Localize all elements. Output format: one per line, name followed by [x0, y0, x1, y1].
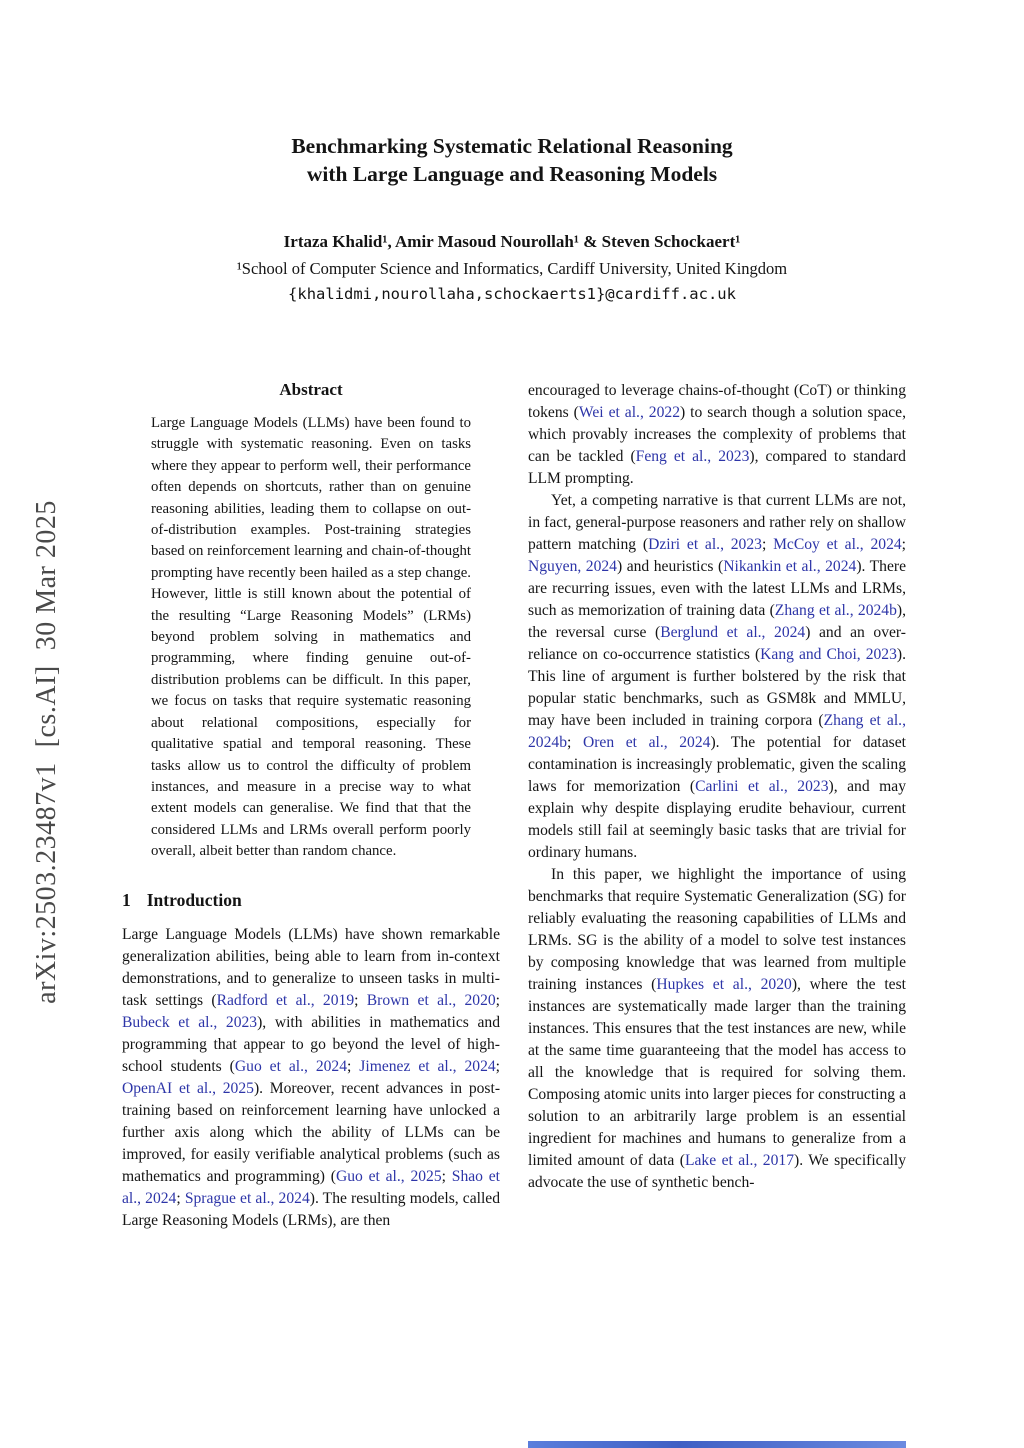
citation-link[interactable]: Guo et al., 2025 — [335, 1167, 442, 1185]
paper-title — [0, 132, 1024, 188]
text-run: ). There are recurring issues, even with the latest LLMs and LRMs, such as memorization of training data ( — [528, 558, 906, 619]
text-run: ). The resulting models, called Large Reasoning Models (LRMs), are then — [122, 1189, 500, 1229]
text-run: ; — [176, 1189, 185, 1207]
text-run: ), and may explain why despite displaying erudite behaviour, current models still fail at seemingly basic tasks that are trivial for ordinary humans. — [528, 778, 906, 861]
citation-link[interactable]: Dziri et al., 2023 — [648, 536, 762, 553]
contact-email: {khalidmi,nourollaha,schockaerts1}@cardiff.ac.uk — [288, 285, 736, 303]
intro-paragraph-2 — [528, 490, 906, 864]
paper-header — [0, 132, 1024, 303]
text-run: ). Moreover, recent advances in post-training based on reinforcement learning have unlocked a further axis along which the ability of LLMs can be improved, for easily verifiable analytical problems (such as mathematics and programming) ( — [122, 1079, 501, 1185]
authors-line: Irtaza Khalid¹, Amir Masoud Nourollah¹ & Steven Schockaert¹ — [283, 232, 741, 251]
arxiv-watermark: arXiv:2503.23487v1 [cs.AI] 30 Mar 2025 — [31, 500, 62, 1004]
citation-link[interactable]: Zhang et al., 2024b — [528, 712, 906, 751]
text-run: ), with abilities in mathematics and programming that appear to go beyond the level of high-school students ( — [122, 1013, 500, 1075]
next-page-figure-edge — [528, 1441, 906, 1448]
citation-link[interactable]: Lake et al., 2017 — [684, 1152, 794, 1169]
citation-link[interactable]: Radford et al., 2019 — [216, 991, 355, 1009]
text-run: ; — [495, 1057, 501, 1075]
paper-title-line-1: Benchmarking Systematic Relational Reasoning — [291, 134, 733, 158]
citation-link[interactable]: Kang and Choi, 2023 — [760, 646, 897, 663]
text-run: ). The potential for dataset contamination is increasingly problematic, given the scaling laws for memorization ( — [528, 734, 907, 795]
citation-link[interactable]: McCoy et al., 2024 — [773, 536, 902, 553]
citation-link[interactable]: Feng et al., 2023 — [635, 448, 750, 465]
citation-link[interactable]: Zhang et al., 2024b — [774, 602, 897, 619]
citation-link[interactable]: Brown et al., 2020 — [366, 991, 496, 1009]
abstract-section — [122, 380, 500, 863]
text-run: ), the reversal curse ( — [528, 602, 906, 641]
intro-paragraph-3 — [528, 864, 906, 1194]
text-run: ; — [566, 734, 583, 751]
text-run: ). We specifically advocate the use of synthetic bench- — [528, 1152, 906, 1191]
text-run: ) to search though a solution space, which provably increases the complexity of problems that can be tackled ( — [528, 404, 906, 465]
text-run: ; — [761, 536, 774, 553]
text-run: ; — [495, 991, 501, 1009]
citation-link[interactable]: Nikankin et al., 2024 — [723, 558, 857, 575]
paper-title-line-2: with Large Language and Reasoning Models — [306, 162, 718, 186]
text-run: ). This line of argument is further bolstered by the risk that popular static benchmarks, such as GSM8k and MMLU, may have been included in training corpora ( — [528, 646, 906, 729]
affiliation-line: ¹School of Computer Science and Informatics, Cardiff University, United Kingdom — [236, 259, 788, 278]
section-heading-introduction — [122, 890, 500, 911]
text-run: ) and heuristics ( — [616, 558, 724, 575]
citation-link[interactable]: Sprague et al., 2024 — [184, 1189, 310, 1207]
text-run: ), where the test instances are systematically made larger than the training instances. This ensures that the test instances are new, while at the same time guaranteeing that the model has access to all the knowledge that is required for solving them. Composing atomic units into larger pieces for constructing a solution to an arbitrarily large problem is an essential ingredient for machines and humans to generalize from a limited amount of data ( — [528, 976, 906, 1169]
citation-link[interactable]: Hupkes et al., 2020 — [656, 976, 792, 993]
intro-paragraph-1-continued — [528, 380, 906, 490]
text-run: In this paper, we highlight the importance of using benchmarks that require Systematic Generalization (SG) for reliably evaluating the reasoning capabilities of LLMs and LRMs. SG is the ability of a model to solve test instances by composing knowledge that was learned from multiple training instances ( — [528, 866, 906, 993]
section-title: Introduction — [146, 889, 242, 910]
citation-link[interactable]: Berglund et al., 2024 — [660, 624, 806, 641]
left-column — [122, 380, 500, 1232]
text-run: encouraged to leverage chains-of-thought (CoT) or thinking tokens ( — [528, 382, 906, 421]
two-column-body — [122, 380, 906, 1232]
text-run: ; — [354, 991, 367, 1009]
text-run: ; — [901, 536, 907, 553]
citation-link[interactable]: Carlini et al., 2023 — [695, 778, 829, 795]
text-run: ), compared to standard LLM prompting. — [528, 448, 906, 487]
citation-link[interactable]: Wei et al., 2022 — [578, 404, 680, 421]
citation-link[interactable]: Bubeck et al., 2023 — [122, 1013, 258, 1031]
text-run: Yet, a competing narrative is that current LLMs are not, in fact, general-purpose reasoners and rather rely on shallow pattern matching ( — [528, 492, 906, 553]
right-column — [528, 380, 906, 1232]
abstract-text: Large Language Models (LLMs) have been found to struggle with systematic reasoning. Even on tasks where they appear to perform well, their performance often depends on shortcuts, rather than on genuine reasoning abilities, leading them to collapse on out-of-distribution examples. Post-training strategies based on reinforcement learning and chain-of-thought prompting have recently been hailed as a step change. However, little is still known about the potential of the resulting “Large Reasoning Models” (LRMs) beyond problem solving in mathematics and programming, where finding genuine out-of-distribution problems can be difficult. In this paper, we focus on tasks that require systematic reasoning about relational compositions, especially for qualitative spatial and temporal reasoning. These tasks allow us to control the difficulty of problem instances, and measure in a precise way to what extent models can generalise. We find that that the considered LLMs and LRMs overall perform poorly overall, albeit better than random chance. — [151, 415, 471, 860]
text-run: ; — [347, 1057, 360, 1075]
citation-link[interactable]: OpenAI et al., 2025 — [122, 1079, 254, 1097]
section-number: 1 — [122, 889, 131, 910]
text-run: ; — [441, 1167, 452, 1185]
text-run: ) and an over-reliance on co-occurrence statistics ( — [528, 624, 906, 663]
text-run: Large Language Models (LLMs) have shown remarkable generalization abilities, being able to learn from in-context demonstrations, and to generalize to unseen tasks in multi-task settings ( — [122, 925, 500, 1009]
intro-paragraph-1 — [122, 924, 500, 1232]
citation-link[interactable]: Guo et al., 2024 — [234, 1057, 348, 1075]
abstract-heading: Abstract — [279, 380, 343, 399]
citation-link[interactable]: Jimenez et al., 2024 — [359, 1057, 496, 1075]
citation-link[interactable]: Shao et al., 2024 — [122, 1167, 501, 1207]
citation-link[interactable]: Nguyen, 2024 — [528, 558, 617, 575]
citation-link[interactable]: Oren et al., 2024 — [582, 734, 711, 751]
